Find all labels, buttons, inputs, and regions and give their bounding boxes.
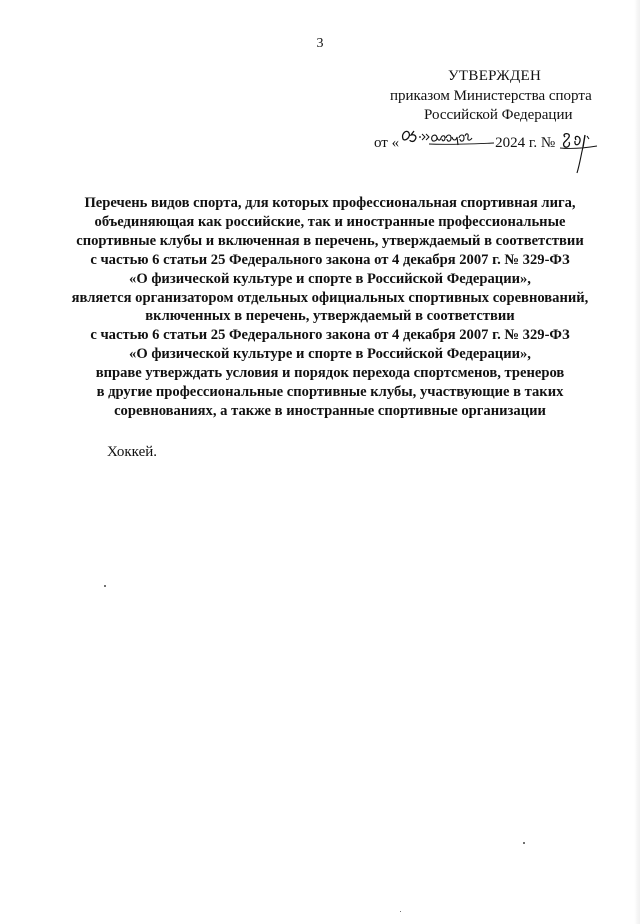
- title-line: в другие профессиональные спортивные клубы, участвующие в таких: [96, 384, 564, 401]
- approval-date-line: [374, 125, 599, 177]
- handwritten-number-icon: [559, 131, 599, 177]
- title-line: объединяющая как российские, так и иностранные профессиональные: [94, 213, 566, 230]
- title-line: с частью 6 статьи 25 Федерального закона от 4 декабря 2007 г. № 329-ФЗ: [90, 251, 570, 268]
- date-suffix: 2024 г. №: [495, 135, 556, 151]
- approval-heading: УТВЕРЖДЕН: [448, 68, 542, 84]
- scan-speck: [523, 842, 525, 844]
- scan-speck: [104, 585, 106, 587]
- title-line: «О физической культуре и спорте в Российской Федерации»,: [129, 270, 531, 287]
- title-line: является организатором отдельных официальных спортивных соревнований,: [71, 289, 589, 306]
- date-prefix: от «: [374, 135, 400, 151]
- approval-order-line: приказом Министерства спорта: [390, 88, 592, 104]
- title-line: соревнованиях, а также в иностранные спортивные организации: [114, 402, 546, 419]
- title-line: «О физической культуре и спорте в Российской Федерации»,: [129, 346, 531, 363]
- handwritten-date-icon: [399, 125, 495, 147]
- title-line: вправе утверждать условия и порядок перехода спортсменов, тренеров: [95, 365, 565, 382]
- scan-speck: [400, 911, 401, 912]
- approval-country-line: Российской Федерации: [424, 107, 573, 123]
- document-title: [40, 194, 620, 421]
- title-line: с частью 6 статьи 25 Федерального закона от 4 декабря 2007 г. № 329-ФЗ: [90, 327, 570, 344]
- sport-name: Хоккей.: [107, 444, 158, 460]
- scan-edge-shadow: [634, 0, 640, 924]
- title-line: включенных в перечень, утверждаемый в соответствии: [145, 308, 515, 325]
- title-line: Перечень видов спорта, для которых профессиональная спортивная лига,: [84, 195, 576, 211]
- title-line: спортивные клубы и включенная в перечень, утверждаемый в соответствии: [76, 232, 584, 249]
- page-number: 3: [316, 36, 324, 51]
